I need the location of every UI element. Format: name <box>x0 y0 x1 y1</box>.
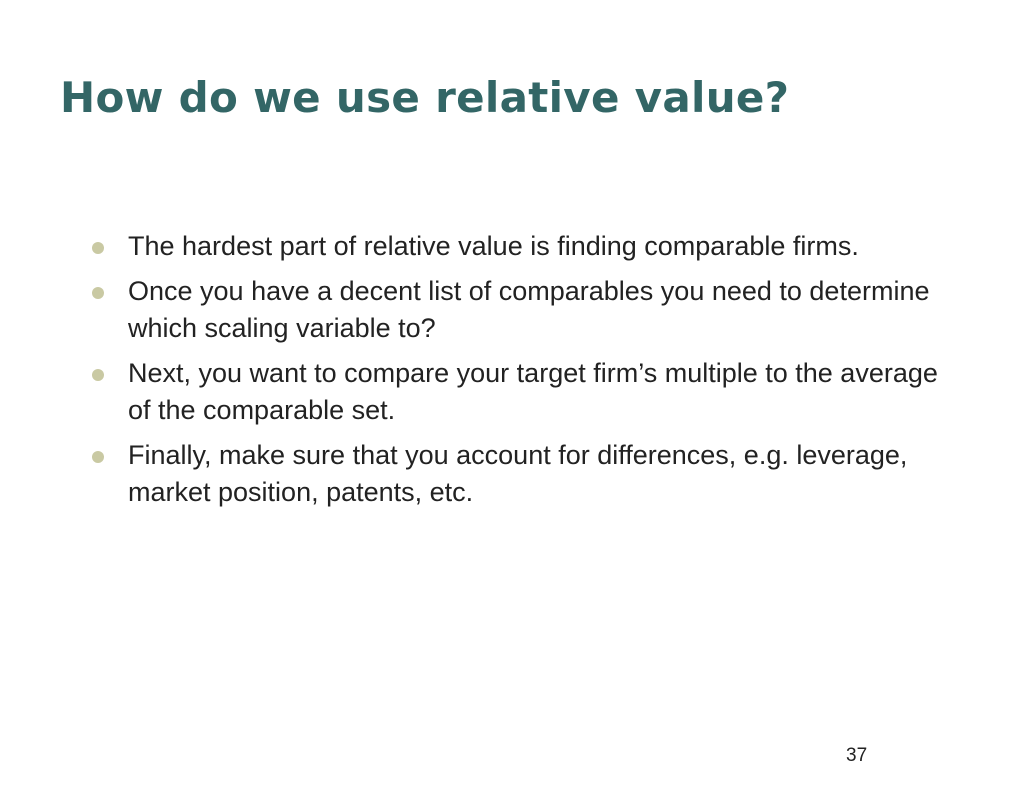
page-number: 37 <box>846 745 868 766</box>
bullet-list <box>88 228 948 519</box>
bullet-text: Once you have a decent list of comparables you need to determine which scaling variable to? <box>128 276 930 343</box>
slide-title: How do we use relative value? <box>60 73 790 122</box>
bullet-text: Finally, make sure that you account for differences, e.g. leverage, market position, patents, etc. <box>128 440 908 507</box>
bullet-item <box>88 437 948 511</box>
bullet-item <box>88 228 948 265</box>
bullet-text: The hardest part of relative value is finding comparable firms. <box>128 231 859 261</box>
bullet-dot-icon <box>92 242 104 254</box>
bullet-dot-icon <box>92 287 104 299</box>
bullet-item <box>88 355 948 429</box>
bullet-dot-icon <box>92 369 104 381</box>
bullet-dot-icon <box>92 451 104 463</box>
bullet-item <box>88 273 948 347</box>
bullet-text: Next, you want to compare your target firm’s multiple to the average of the comparable set. <box>128 358 938 425</box>
